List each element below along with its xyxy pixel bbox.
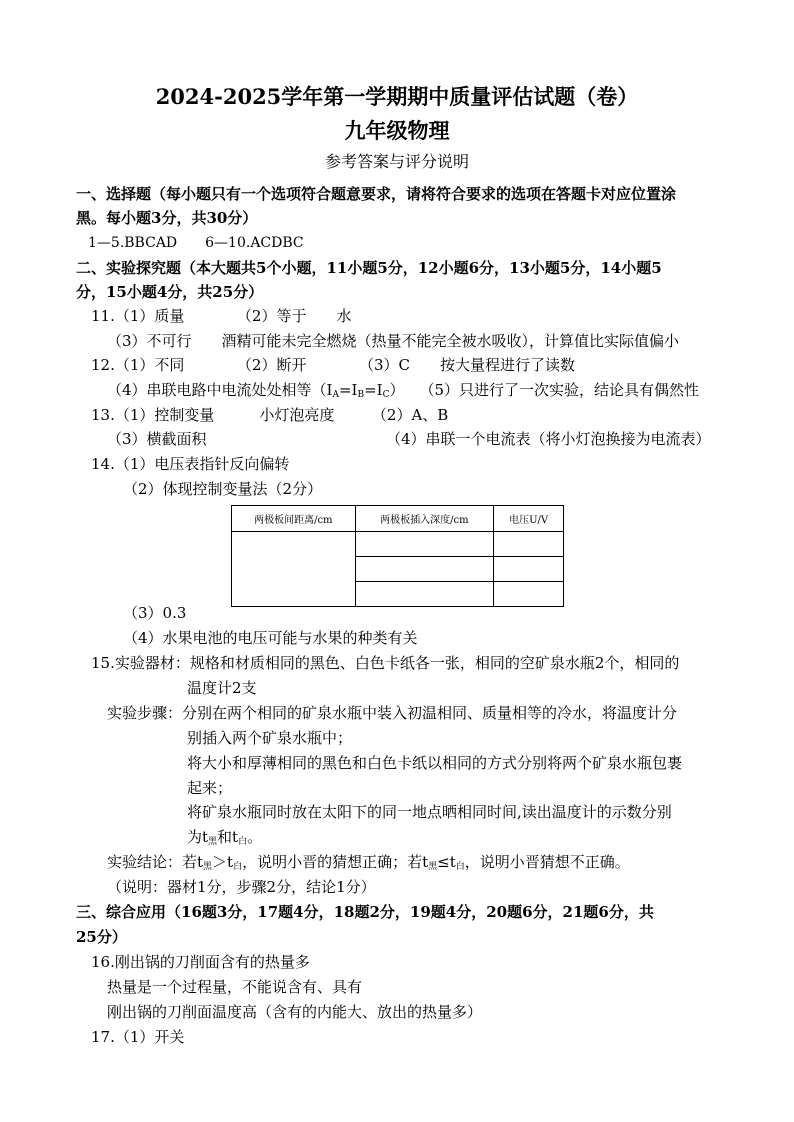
- q15-line4: 别插入两个矿泉水瓶中；: [187, 729, 353, 747]
- section3-heading-line2: 25分）: [76, 928, 127, 946]
- q14-line2: （2）体现控制变量法（2分）: [123, 480, 323, 498]
- section2-heading-line2: 分，15小题4分，共25分）: [76, 283, 264, 301]
- q15-line1: 15.实验器材：规格和材质相同的黑色、白色卡纸各一张，相同的空矿泉水瓶2个，相同的: [91, 654, 680, 672]
- q13-line2b: （4）串联一个电流表（将小灯泡换接为电流表）: [386, 430, 711, 448]
- q16-line3: 刚出锅的刀削面温度高（含有的内能大、放出的热量多）: [107, 1003, 483, 1021]
- q15-line2: 温度计2支: [187, 679, 257, 697]
- table-header-voltage: 电压U/V: [494, 506, 564, 532]
- q11-line2: （3）不可行 酒精可能未完全燃烧（热量不能完全被水吸收），计算值比实际值偏小: [107, 332, 680, 350]
- q15-line6: 起来；: [187, 779, 233, 797]
- section1-heading-line2: 黑。每小题3分，共30分）: [76, 209, 258, 227]
- q13-line2a: （3）横截面积: [107, 430, 207, 448]
- table-cell: [232, 532, 356, 607]
- q14-line3: （3）0.3: [123, 604, 187, 622]
- section1-heading-line1: 一、选择题（每小题只有一个选项符合题意要求，请将符合要求的选项在答题卡对应位置涂: [76, 185, 677, 203]
- section2-heading-line1: 二、实验探究题（本大题共5个小题，11小题5分，12小题6分，13小题5分，14小题5: [76, 259, 662, 277]
- q13-line1: 13.（1）控制变量 小灯泡亮度 （2）A、B: [91, 406, 449, 424]
- q16-line2: 热量是一个过程量，不能说含有、具有: [107, 978, 363, 996]
- q12-line2: （4）串联电路中电流处处相等$(I_A=I_B=I_C)$ （5）只进行了一次实验，结论具有偶然性: [107, 381, 700, 400]
- q15-line3: 实验步骤：分别在两个相同的矿泉水瓶中装入初温相同、质量相等的冷水，将温度计分: [107, 704, 678, 722]
- table-cell: [494, 532, 564, 557]
- voltage-data-table: [231, 505, 564, 607]
- table-cell: [355, 582, 494, 607]
- q15-line7: 将矿泉水瓶同时放在太阳下的同一地点晒相同时间,读出温度计的示数分别: [187, 803, 672, 821]
- q15-line10: （说明：器材1分，步骤2分，结论1分）: [107, 878, 376, 896]
- q15-line9: 实验结论：若$t_黑>t_白$，说明小晋的猜想正确；若$t_黑\le t_白$，说明小晋猜想不正确。: [107, 853, 630, 872]
- table-cell: [494, 582, 564, 607]
- table-cell: [355, 532, 494, 557]
- section3-heading-line1: 三、综合应用（16题3分，17题4分，18题2分，19题4分，20题6分，21题6分，共: [76, 903, 654, 921]
- section1-answers: 1—5.BBCAD 6—10.ACDBC: [88, 235, 304, 251]
- table-cell: [355, 557, 494, 582]
- q14-line1: 14.（1）电压表指针反向偏转: [91, 455, 290, 473]
- page-caption: 参考答案与评分说明: [324, 152, 469, 171]
- q12-line1: 12.（1）不同 （2）断开 （3）C 按大量程进行了读数: [91, 356, 575, 374]
- page-subtitle: 九年级物理: [344, 118, 450, 143]
- q15-line5: 将大小和厚薄相同的黑色和白色卡纸以相同的方式分别将两个矿泉水瓶包裹: [187, 754, 683, 772]
- q14-line4: （4）水果电池的电压可能与水果的种类有关: [123, 629, 418, 647]
- q17-line1: 17.（1）开关: [91, 1028, 185, 1046]
- table-cell: [494, 557, 564, 582]
- table-header-depth: 两极板插入深度/cm: [355, 506, 494, 532]
- q16-line1: 16.刚出锅的刀削面含有的热量多: [91, 953, 310, 971]
- page-title: 2024-2025学年第一学期期中质量评估试题（卷）: [155, 84, 639, 109]
- q11-line1: 11.（1）质量 （2）等于 水: [91, 307, 352, 325]
- table-header-distance: 两极板间距离/cm: [232, 506, 356, 532]
- q15-line8: 为$t_黑$和$t_白$。: [187, 828, 263, 847]
